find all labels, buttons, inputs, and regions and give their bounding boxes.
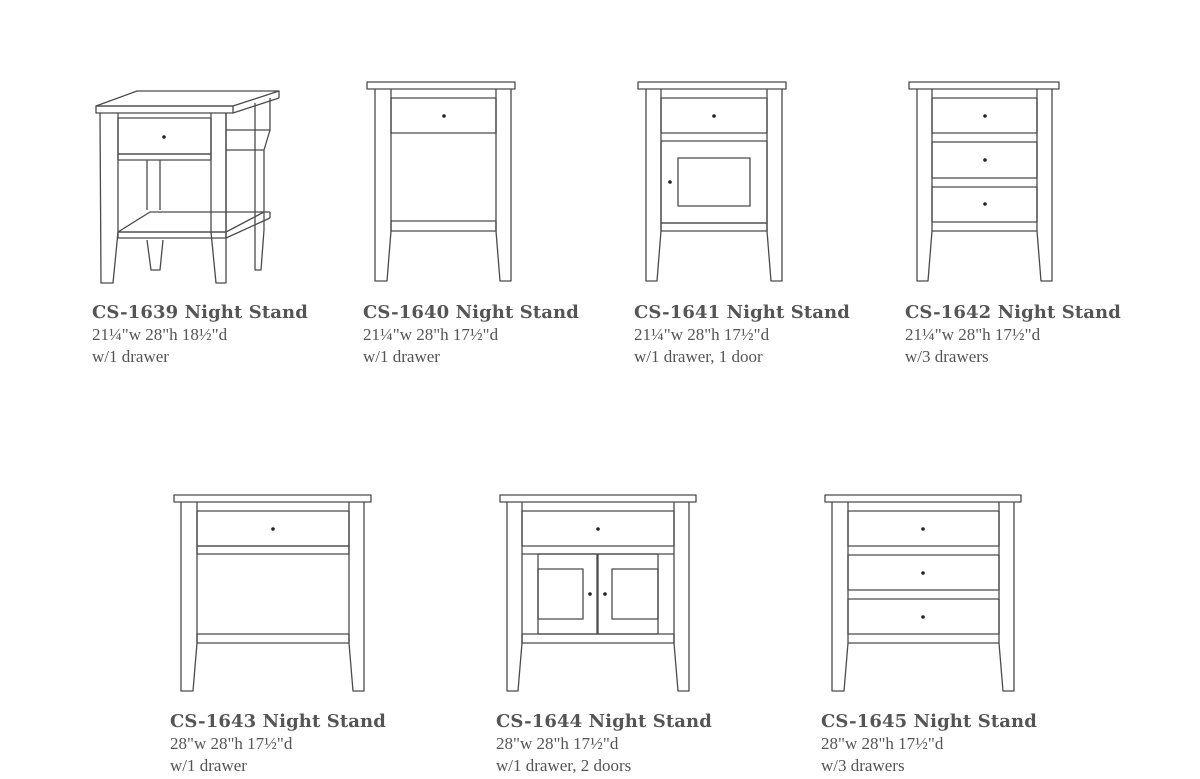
product-dimensions: 21¼"w 28"h 18½"d	[92, 325, 228, 344]
product-description: w/3 drawers	[821, 756, 905, 775]
product-name: CS-1644 Night Stand	[496, 711, 712, 732]
product-description: w/1 drawer	[363, 347, 440, 366]
product-dimensions: 21¼"w 28"h 17½"d	[634, 325, 770, 344]
product-description: w/1 drawer, 1 door	[634, 347, 763, 366]
product-name: CS-1645 Night Stand	[821, 711, 1037, 732]
product-dimensions: 28"w 28"h 17½"d	[170, 734, 293, 753]
product-name: CS-1639 Night Stand	[92, 302, 308, 323]
product-description: w/1 drawer	[170, 756, 247, 775]
product-dimensions: 28"w 28"h 17½"d	[496, 734, 619, 753]
product-name: CS-1640 Night Stand	[363, 302, 579, 323]
product-name: CS-1641 Night Stand	[634, 302, 850, 323]
nightstand-cs-1645-drawing	[0, 0, 1, 1]
product-description: w/3 drawers	[905, 347, 989, 366]
product-name: CS-1642 Night Stand	[905, 302, 1121, 323]
product-description: w/1 drawer	[92, 347, 169, 366]
product-description: w/1 drawer, 2 doors	[496, 756, 632, 775]
product-name: CS-1643 Night Stand	[170, 711, 386, 732]
product-dimensions: 21¼"w 28"h 17½"d	[905, 325, 1041, 344]
product-dimensions: 21¼"w 28"h 17½"d	[363, 325, 499, 344]
product-dimensions: 28"w 28"h 17½"d	[821, 734, 944, 753]
